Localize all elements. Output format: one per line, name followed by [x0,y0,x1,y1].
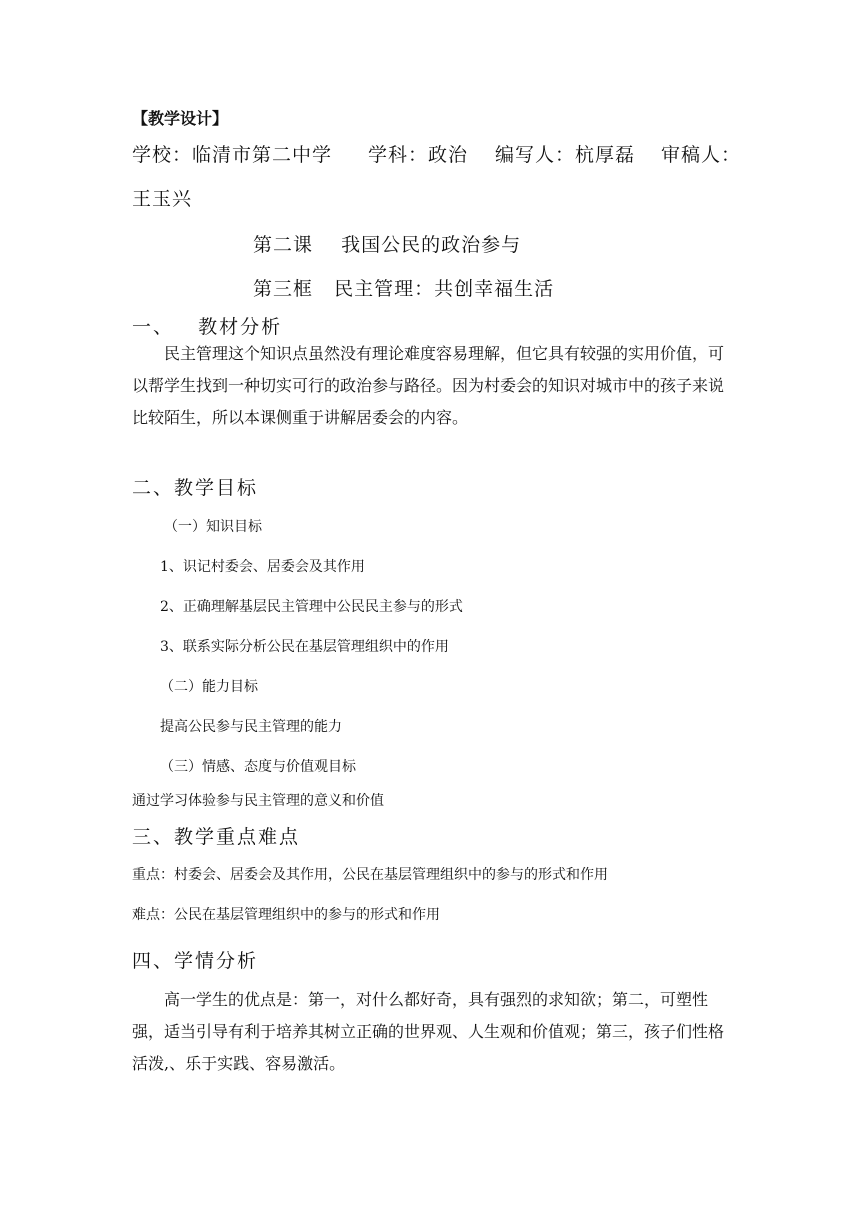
section-4-heading: 四、学情分析 [132,950,259,972]
subject-field: 学科：政治 [368,144,469,166]
ability-text: 提高公民参与民主管理的能力 [160,719,342,735]
school-field: 学校：临清市第二中学 [132,144,333,166]
knowledge-item-2: 2、正确理解基层民主管理中公民民主参与的形式 [160,599,463,615]
difficult-point: 难点：公民在基层管理组织中的参与的形式和作用 [132,907,440,923]
design-label: 【教学设计】 [132,109,229,128]
section-3-heading: 三、教学重点难点 [132,826,301,848]
reviewer-name: 王玉兴 [132,188,193,210]
knowledge-item-3: 3、联系实际分析公民在基层管理组织中的作用 [160,639,449,655]
section-4-paragraph: 高一学生的优点是：第一，对什么都好奇，具有强烈的求知欲；第二，可塑性强，适当引导有利于培养其树立正确的世界观、人生观和价值观；第三，孩子们性格活泼,、乐于实践、容易激活。 [132,990,725,1073]
writer-field: 编写人：杭厚磊 [495,144,636,166]
lesson-title: 第二课 我国公民的政治参与 [253,234,522,256]
emotion-heading: （三）情感、态度与价值观目标 [160,759,356,775]
knowledge-item-1: 1、识记村委会、居委会及其作用 [160,559,365,575]
section-1-paragraph: 民主管理这个知识点虽然没有理论难度容易理解，但它具有较强的实用价值，可以帮学生找到一种切实可行的政治参与路径。因为村委会的知识对城市中的孩子来说比较陌生，所以本课侧重于讲解居委会的内容。 [132,344,725,427]
frame-title: 第三框 民主管理：共创幸福生活 [253,278,555,300]
key-point: 重点：村委会、居委会及其作用，公民在基层管理组织中的参与的形式和作用 [132,867,608,883]
section-2-heading: 二、教学目标 [132,477,259,499]
reviewer-label: 审稿人： [661,144,742,166]
section-1-heading: 一、 教材分析 [132,316,283,338]
emotion-text: 通过学习体验参与民主管理的意义和价值 [132,793,384,809]
ability-heading: （二）能力目标 [160,679,258,695]
knowledge-heading: （一）知识目标 [164,519,262,535]
